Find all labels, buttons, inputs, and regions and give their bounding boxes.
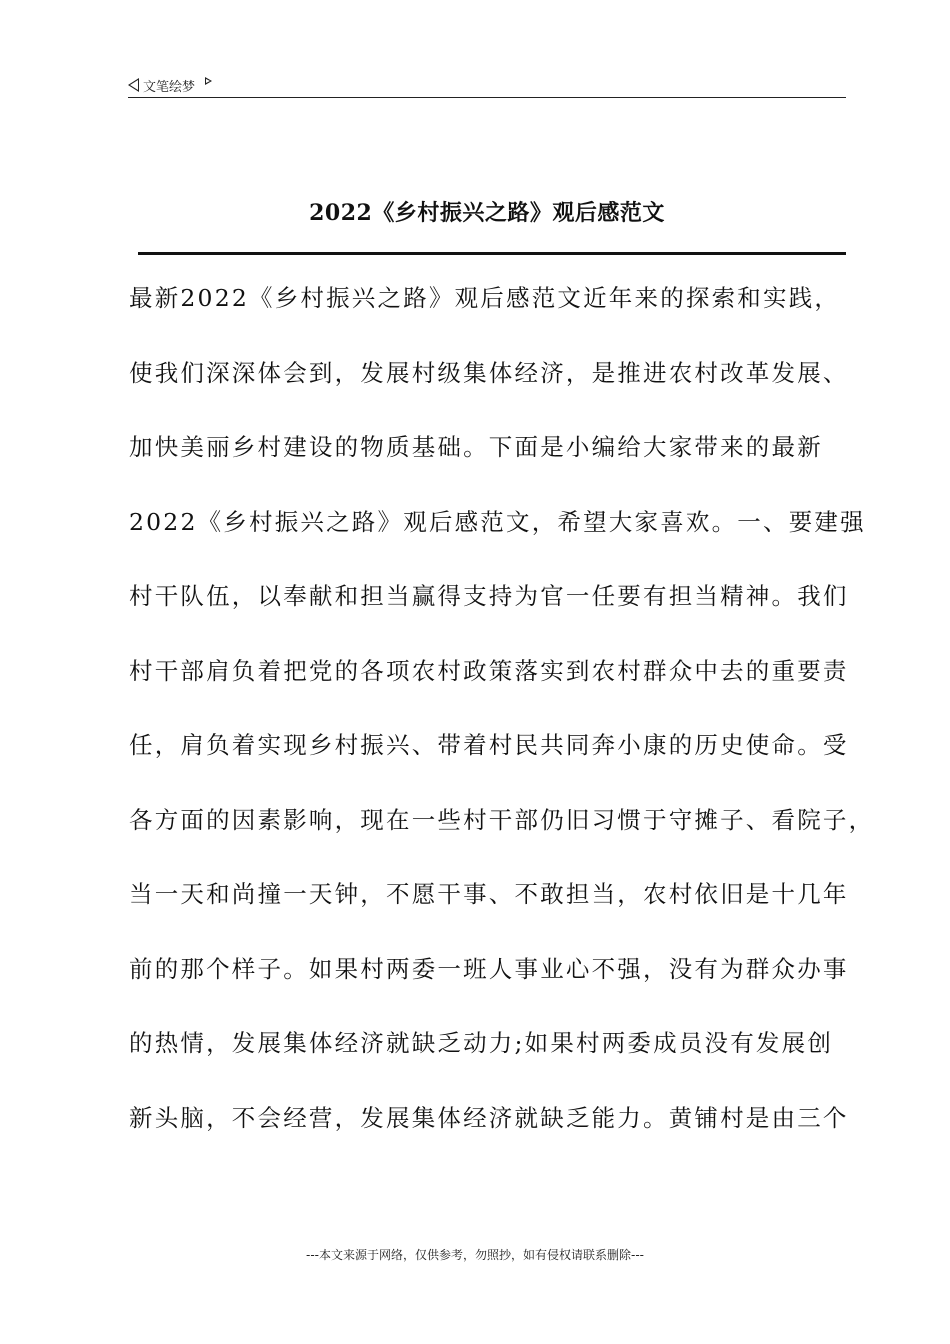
body-line: 最新2022《乡村振兴之路》观后感范文近年来的探索和实践，	[129, 284, 841, 312]
document-body	[129, 276, 875, 1170]
header-brand: 文笔绘梦	[143, 79, 196, 95]
body-line: 使我们深深体会到，发展村级集体经济，是推进农村改革发展、	[129, 358, 849, 387]
body-line: 村干队伍，以奉献和担当赢得支持为官一任要有担当精神。我们	[129, 582, 849, 610]
body-line: 2022《乡村振兴之路》观后感范文，希望大家喜欢。一、要建强	[129, 507, 866, 536]
page-header	[128, 74, 212, 96]
body-line: 前的那个样子。如果村两委一班人事业心不强，没有为群众办事	[129, 954, 849, 983]
left-triangle-icon	[128, 78, 139, 92]
body-line: 新头脑，不会经营，发展集体经济就缺乏能力。黄铺村是由三个	[129, 1103, 849, 1132]
title-divider	[138, 252, 846, 255]
body-line: 任，肩负着实现乡村振兴、带着村民共同奔小康的历史使命。受	[129, 731, 849, 759]
body-line: 的热情，发展集体经济就缺乏动力;如果村两委成员没有发展创	[129, 1029, 834, 1057]
document-title: 2022《乡村振兴之路》观后感范文	[309, 200, 665, 226]
body-line: 各方面的因素影响，现在一些村干部仍旧习惯于守摊子、看院子，	[129, 805, 875, 834]
body-line: 村干部肩负着把党的各项农村政策落实到农村群众中去的重要责	[129, 656, 849, 685]
body-line: 加快美丽乡村建设的物质基础。下面是小编给大家带来的最新	[129, 433, 823, 461]
right-triangle-icon	[205, 77, 212, 85]
header-divider	[128, 97, 846, 98]
footer-notice: ---本文来源于网络，仅供参考，勿照抄，如有侵权请联系删除---	[306, 1248, 644, 1262]
body-line: 当一天和尚撞一天钟，不愿干事、不敢担当，农村依旧是十几年	[129, 880, 849, 908]
